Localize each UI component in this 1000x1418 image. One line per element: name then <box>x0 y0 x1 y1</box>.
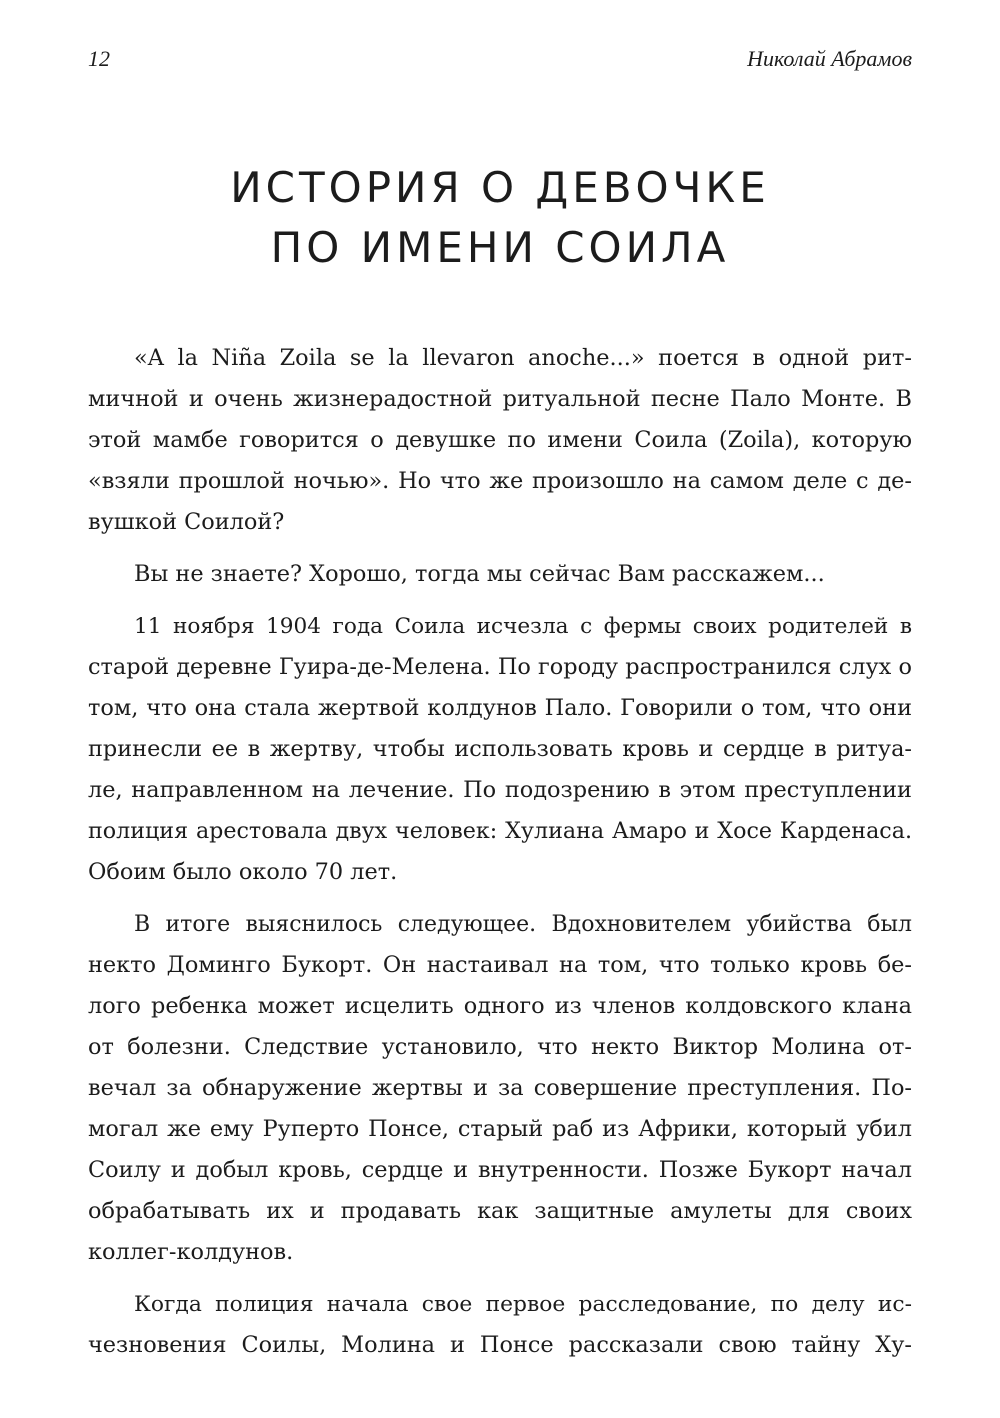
chapter-title <box>88 158 912 278</box>
text-line: вушкой Соилой? <box>88 509 285 535</box>
text-line: мичной и очень жизнерадостной ритуальной песне Пало Монте. В <box>88 386 912 412</box>
paragraph <box>88 904 912 1273</box>
text-line: «A la Niña Zoila se la llevaron anoche...» поется в одной рит- <box>134 345 912 371</box>
text-line: Соилу и добыл кровь, сердце и внутренности. Позже Букорт начал <box>88 1157 912 1183</box>
text-line: вечал за обнаружение жертвы и за совершение преступления. По- <box>88 1075 912 1101</box>
text-line: Обоим было около 70 лет. <box>88 859 398 885</box>
paragraph <box>88 338 912 543</box>
page-number: 12 <box>88 46 110 71</box>
text-line: Когда полиция начала свое первое расследование, по делу ис- <box>134 1292 912 1317</box>
text-line: 11 ноября 1904 года Соила исчезла с фермы своих родителей в <box>134 614 912 639</box>
paragraph <box>88 554 912 595</box>
text-line: том, что она стала жертвой колдунов Пало. Говорили о том, что они <box>88 695 912 721</box>
text-line: коллег-колдунов. <box>88 1239 294 1265</box>
text-line: полиция арестовала двух человек: Хулиана Амаро и Хосе Карденаса. <box>88 818 912 844</box>
chapter-title-line: ИСТОРИЯ О ДЕВОЧКЕ <box>230 163 770 212</box>
text-line: старой деревне Гуира-де-Мелена. По городу распространился слух о <box>88 654 912 680</box>
paragraph <box>88 606 912 893</box>
text-line: лого ребенка может исцелить одного из членов колдовского клана <box>88 993 912 1019</box>
text-line: ле, направленном на лечение. По подозрению в этом преступлении <box>88 777 912 803</box>
chapter-title-line: ПО ИМЕНИ СОИЛА <box>270 223 730 272</box>
running-header-author: Николай Абрамов <box>747 46 912 71</box>
text-line: от болезни. Следствие установило, что некто Виктор Молина от- <box>88 1034 912 1060</box>
running-header <box>88 46 912 78</box>
paragraph <box>88 1284 912 1366</box>
body-text <box>88 338 912 1377</box>
text-line: В итоге выяснилось следующее. Вдохновителем убийства был <box>134 912 912 937</box>
text-line: Вы не знаете? Хорошо, тогда мы сейчас Вам расскажем... <box>134 561 825 587</box>
text-line: принесли ее в жертву, чтобы использовать кровь и сердце в ритуа- <box>88 736 912 762</box>
text-line: чезновения Соилы, Молина и Понсе рассказали свою тайну Ху- <box>88 1332 912 1358</box>
text-line: могал же ему Руперто Понсе, старый раб из Африки, который убил <box>88 1116 912 1142</box>
text-line: этой мамбе говорится о девушке по имени Соила (Zoila), которую <box>88 427 912 453</box>
text-line: некто Доминго Букорт. Он настаивал на том, что только кровь бе- <box>88 952 912 978</box>
text-line: «взяли прошлой ночью». Но что же произошло на самом деле с де- <box>88 468 912 494</box>
text-line: обрабатывать их и продавать как защитные амулеты для своих <box>88 1198 912 1224</box>
